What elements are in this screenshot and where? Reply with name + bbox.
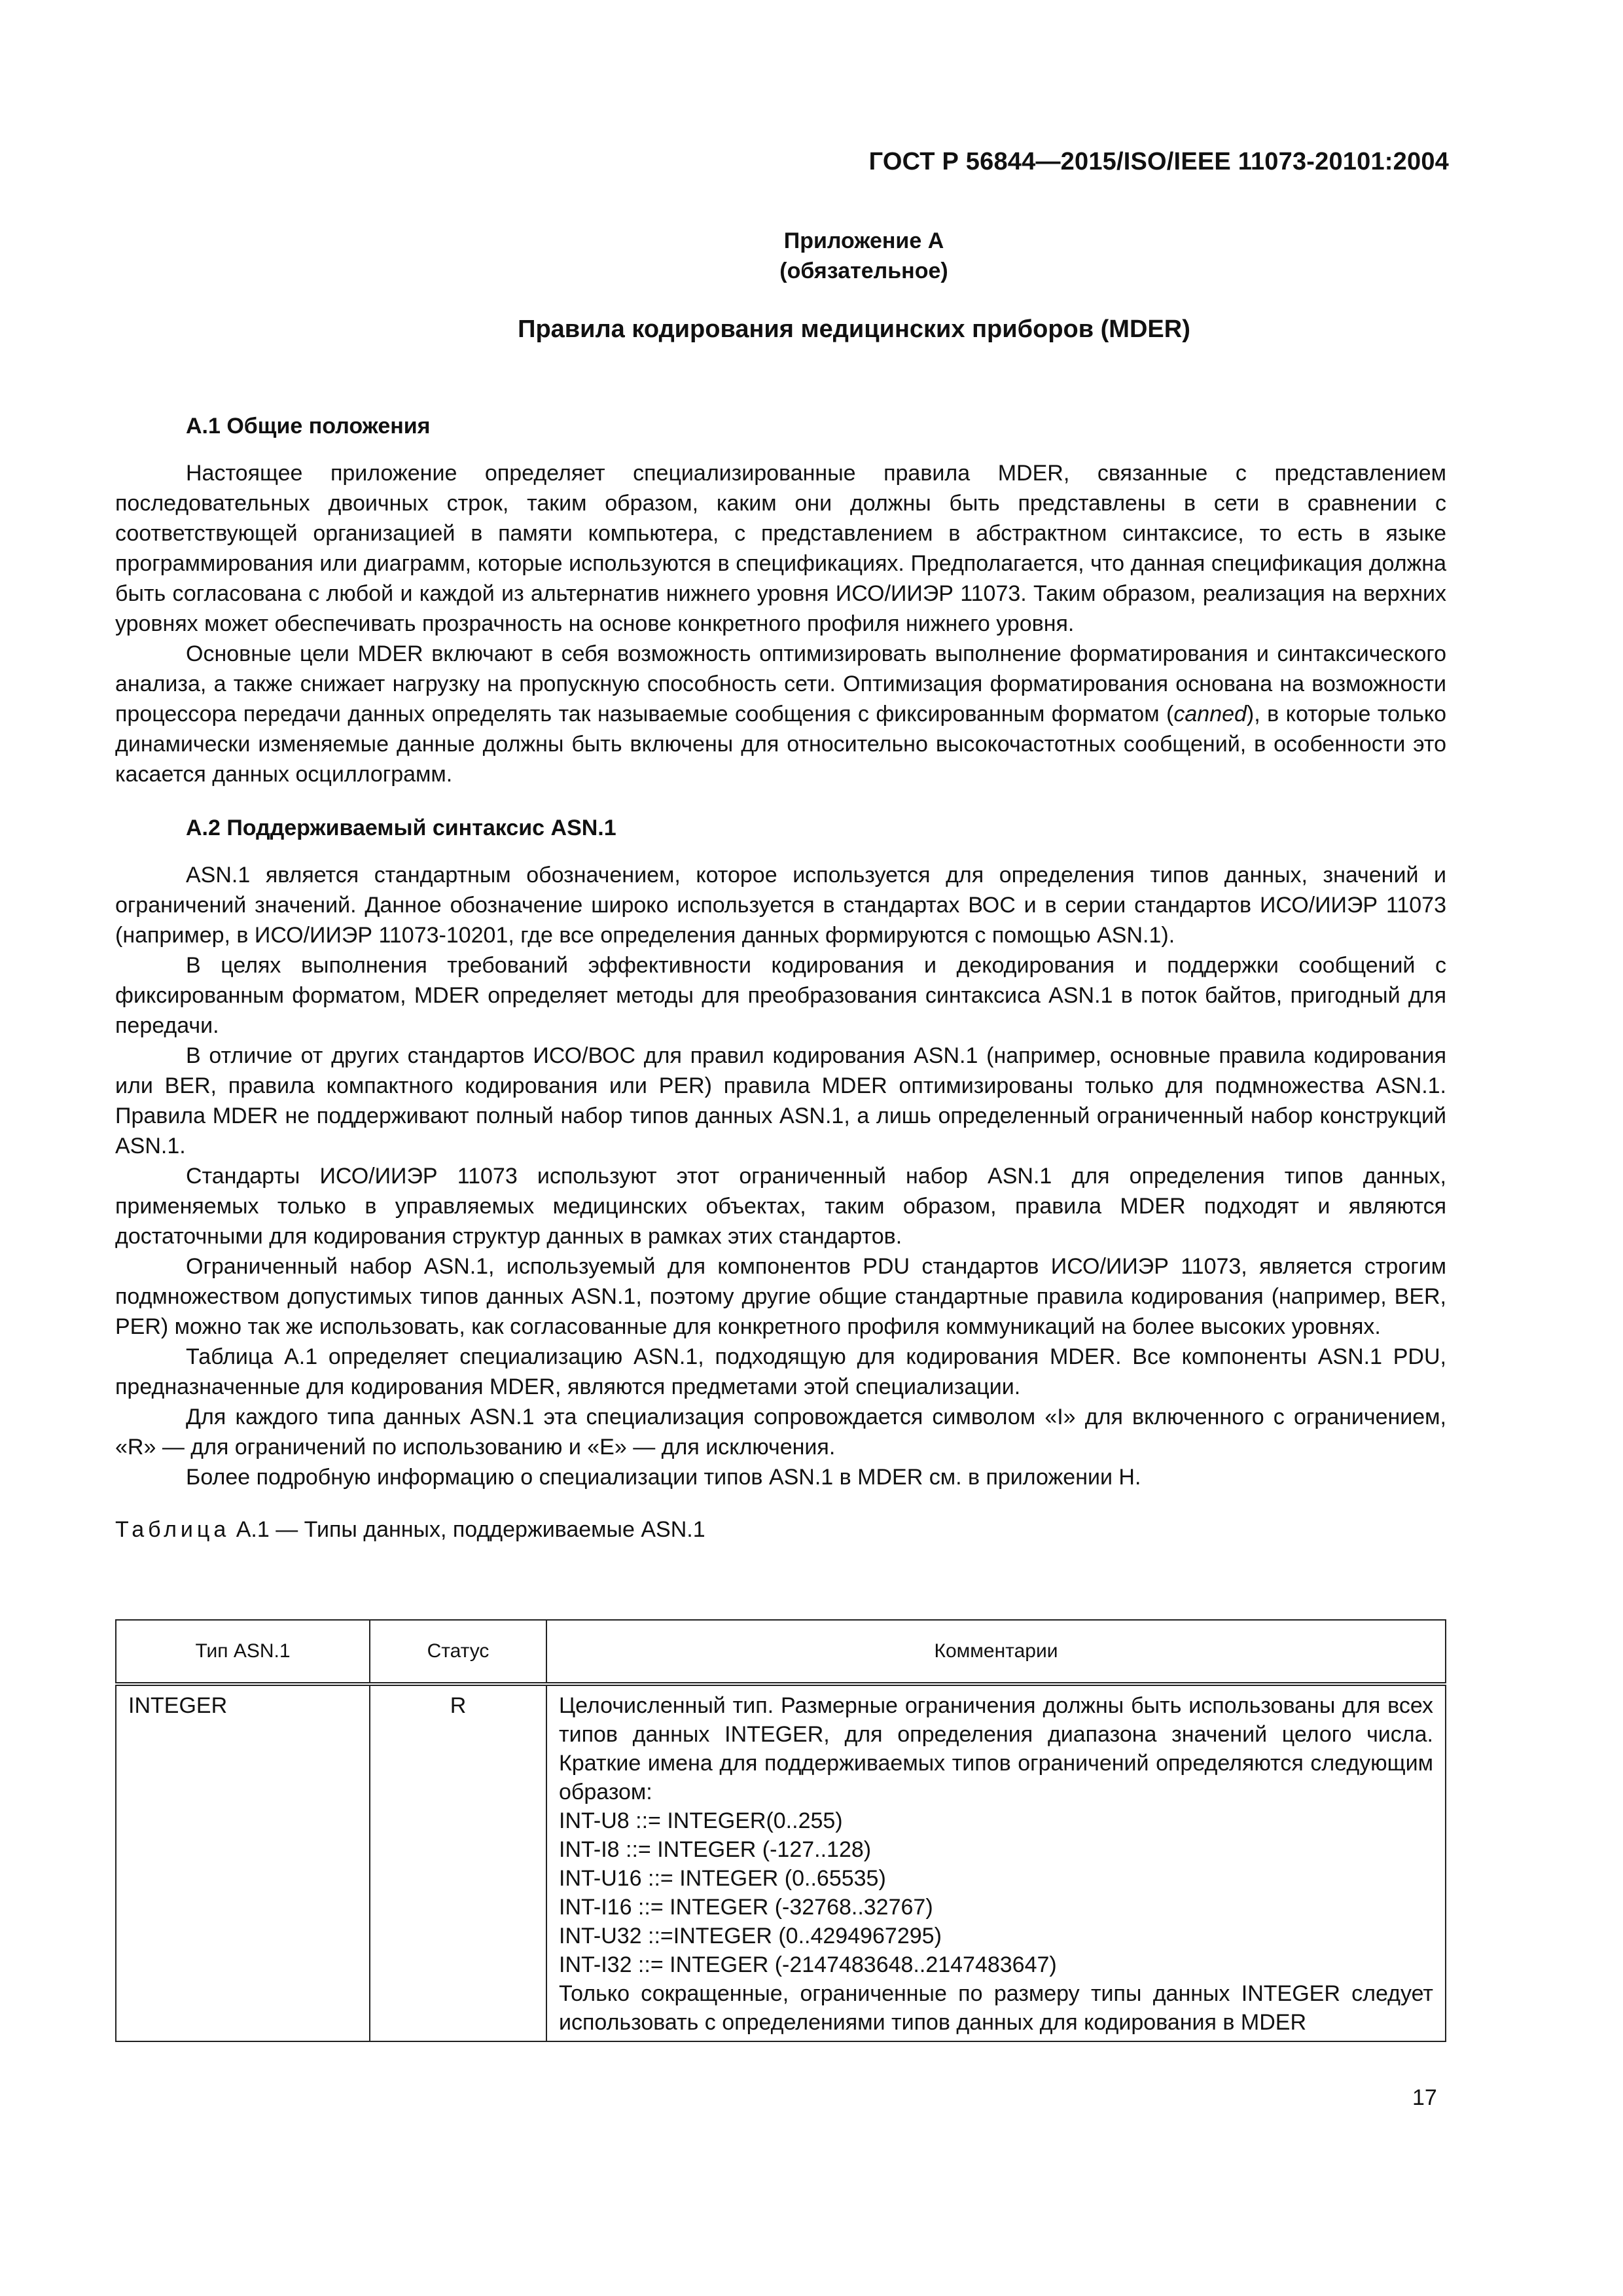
column-header-comments: Комментарии: [546, 1620, 1446, 1684]
cell-status: R: [370, 1684, 546, 2041]
table-row: [116, 1684, 1446, 2041]
paragraph-text: Основные цели MDER включают в себя возможность оптимизировать выполнение форматирования и синтаксического анализа, а также снижает нагрузку на пропускную способность сети. Оптимизация форматирования основана на возможности процессора передачи данных определять так называемые сообщения с фиксированным форматом (canned), в которые только динамически изменяемые данные должны быть включены для относительно высокочастотных сообщений, в особенности это касается данных осциллограмм.: [115, 641, 1446, 787]
table-caption: [115, 1515, 1446, 1545]
paragraph: Ограниченный набор ASN.1, используемый для компонентов PDU стандартов ИСО/ИИЭР 11073, является строгим подмножеством допустимых типов данных ASN.1, поэтому другие общие стандартные правила кодирования (например, BER, PER) можно так же использовать, как согласованные для конкретного профиля коммуникаций на более высоких уровнях.: [115, 1254, 1446, 1339]
body-text: [115, 411, 1446, 1545]
paragraph: [115, 639, 1446, 789]
paragraph: ASN.1 является стандартным обозначением, которое используется для определения типов данных, значений и ограничений значений. Данное обозначение широко используется в стандартах ВОС и в серии стандартов ИСО/ИИЭР 11073 (например, в ИСО/ИИЭР 11073-10201, где все определения данных формируются с помощью ASN.1).: [115, 863, 1446, 948]
paragraph: В целях выполнения требований эффективности кодирования и декодирования и поддержки сообщений с фиксированным форматом, MDER определяет методы для преобразования синтаксиса ASN.1 в поток байтов, пригодный для передачи.: [115, 953, 1446, 1038]
annex-label: Приложение А: [783, 228, 944, 253]
comment-line: INT-I32 ::= INTEGER (-2147483648..2147483647): [559, 1952, 1057, 1977]
annex-status: (обязательное): [779, 259, 948, 283]
paragraph: В отличие от других стандартов ИСО/ВОС для правил кодирования ASN.1 (например, основные правила кодирования или BER, правила компактного кодирования или PER) правила MDER оптимизированы только для подмножества ASN.1. Правила MDER не поддерживают полный набор типов данных ASN.1, а лишь определенный ограниченный набор конструкций ASN.1.: [115, 1043, 1446, 1158]
column-header-type: Тип ASN.1: [116, 1620, 370, 1684]
asn1-types-table: [115, 1619, 1446, 2042]
paragraph: Более подробную информацию о специализации типов ASN.1 в MDER см. в приложении Н.: [186, 1465, 1141, 1490]
italic-term: canned: [1173, 702, 1247, 726]
comment-line: INT-U32 ::=INTEGER (0..4294967295): [559, 1924, 942, 1948]
comment-line: Только сокращенные, ограниченные по размеру типы данных INTEGER следует использовать с определениями типов данных для кодирования в MDER: [559, 1981, 1433, 2035]
comment-line: INT-I16 ::= INTEGER (-32768..32767): [559, 1895, 933, 1920]
standard-id-header: ГОСТ Р 56844—2015/ISO/IEEE 11073-20101:2004: [868, 148, 1449, 175]
table-caption-text: А.1 — Типы данных, поддерживаемые ASN.1: [230, 1517, 705, 1542]
annex-label-block: [0, 226, 1623, 286]
page-number: 17: [1412, 2085, 1437, 2110]
comment-line: INT-U8 ::= INTEGER(0..255): [559, 1808, 843, 1833]
annex-title: Правила кодирования медицинских приборов (MDER): [518, 315, 1190, 343]
paragraph: Стандарты ИСО/ИИЭР 11073 используют этот ограниченный набор ASN.1 для определения типов данных, применяемых только в управляемых медицинских объектах, таким образом, правила MDER подходят и являются достаточными для кодирования структур данных в рамках этих стандартов.: [115, 1164, 1446, 1249]
table-header-row: [116, 1620, 1446, 1684]
cell-comments: [546, 1684, 1446, 2041]
section-heading-a1: А.1 Общие положения: [186, 414, 431, 439]
cell-type: INTEGER: [116, 1684, 370, 2041]
comment-line: INT-U16 ::= INTEGER (0..65535): [559, 1866, 886, 1891]
section-heading-a2: А.2 Поддерживаемый синтаксис ASN.1: [186, 816, 616, 840]
paragraph: Настоящее приложение определяет специализированные правила MDER, связанные с представлением последовательных двоичных строк, таким образом, каким они должны быть представлены в сети в сравнении с соответствующей организацией в памяти компьютера, с представлением в абстрактном синтаксисе, то есть в языке программирования или диаграмм, которые используются в спецификациях. Предполагается, что данная спецификация должна быть согласована с любой и каждой из альтернатив нижнего уровня ИСО/ИИЭР 11073. Таким образом, реализация на верхних уровнях может обеспечивать прозрачность на основе конкретного профиля нижнего уровня.: [115, 461, 1446, 636]
paragraph: Для каждого типа данных ASN.1 эта специализация сопровождается символом «I» для включенного с ограничением, «R» — для ограничений по использованию и «E» — для исключения.: [115, 1405, 1446, 1460]
table-caption-prefix: Таблица: [115, 1517, 230, 1542]
comment-line: Целочисленный тип. Размерные ограничения должны быть использованы для всех типов данных INTEGER, для определения диапазона значений целого числа. Краткие имена для поддерживаемых типов ограничений определяются следующим образом:: [559, 1693, 1433, 1804]
column-header-status: Статус: [370, 1620, 546, 1684]
comment-line: INT-I8 ::= INTEGER (-127..128): [559, 1837, 872, 1862]
paragraph: Таблица А.1 определяет специализацию ASN.1, подходящую для кодирования MDER. Все компоненты ASN.1 PDU, предназначенные для кодирования MDER, являются предметами этой специализации.: [115, 1344, 1446, 1399]
